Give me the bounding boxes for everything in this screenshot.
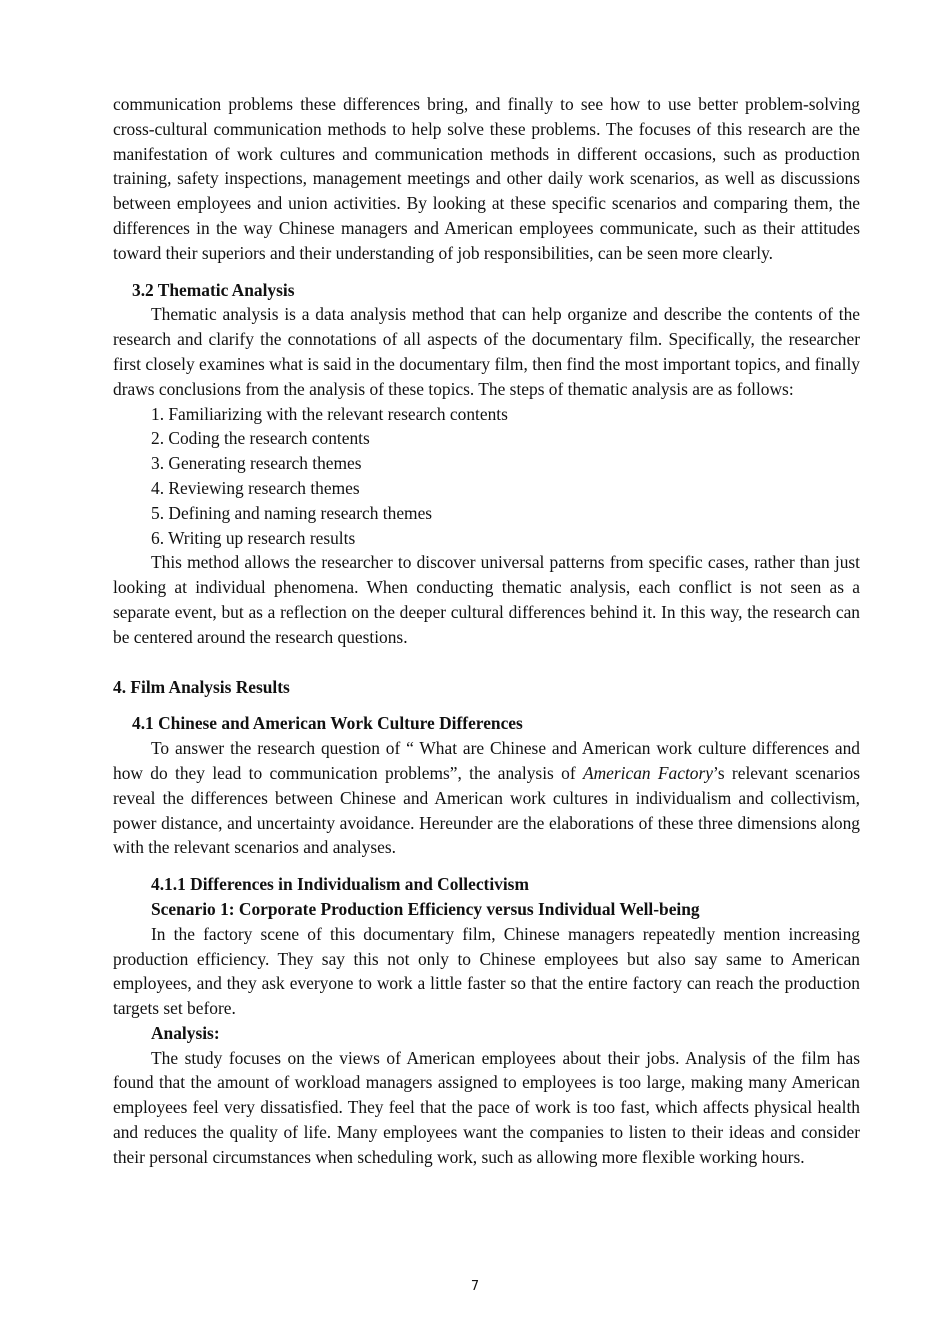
- section-3-2-heading: 3.2 Thematic Analysis: [132, 279, 295, 300]
- section-4-1-1-heading: 4.1.1 Differences in Individualism and Collectivism: [151, 874, 529, 895]
- section-4-1-paragraph: [113, 736, 860, 860]
- list-item: 3. Generating research themes: [151, 453, 362, 474]
- scenario-1-heading: Scenario 1: Corporate Production Efficiency versus Individual Well-being: [151, 898, 700, 919]
- list-item: 4. Reviewing research themes: [151, 477, 360, 498]
- analysis-paragraph: The study focuses on the views of American employees about their jobs. Analysis of the film has found that the amount of workload managers assigned to employees is too large, making many American employees feel very dissatisfied. They feel that the pace of work is too fast, which affects physical health and reduces the quality of life. Many employees want the companies to listen to their ideas and consider their personal circumstances when scheduling work, such as allowing more flexible working hours.: [113, 1047, 860, 1167]
- section-4-1-text-end: ’s relevant scenarios reveal the differences between Chinese and American work cultures in individualism and collectivism, power distance, and uncertainty avoidance. Hereunder are the elaborations of these three dimensions along with the relevant scenarios and analyses.: [113, 762, 860, 858]
- section-4-1-heading: 4.1 Chinese and American Work Culture Differences: [132, 713, 523, 734]
- section-4-heading: 4. Film Analysis Results: [113, 676, 290, 697]
- section-3-2-closing-paragraph: This method allows the researcher to discover universal patterns from specific cases, rather than just looking at individual phenomena. When conducting thematic analysis, each conflict is not seen as a separate event, but as a reflection on the deeper cultural differences behind it. In this way, the research can be centered around the research questions.: [113, 552, 860, 647]
- list-item: 1. Familiarizing with the relevant research contents: [151, 403, 508, 424]
- scenario-1-paragraph: In the factory scene of this documentary film, Chinese managers repeatedly mention increasing production efficiency. They say this not only to Chinese employees but also say same to American employees, and they ask everyone to work a little faster so that the entire factory can reach the production targets set before.: [113, 923, 860, 1019]
- list-item: 6. Writing up research results: [151, 527, 356, 548]
- document-page: [113, 92, 860, 1170]
- intro-paragraph: communication problems these differences bring, and finally to see how to use better problem-solving cross-cultural communication methods to help solve these problems. The focuses of this research are the manifestation of work cultures and communication methods in different occasions, such as production training, safety inspections, management meetings and other daily work scenarios, as well as discussions between employees and union activities. By looking at these specific scenarios and comparing them, the differences in the way Chinese managers and American employees communicate, such as their attitudes toward their superiors and their understanding of job responsibilities, can be seen more clearly.: [113, 94, 860, 263]
- analysis-heading: Analysis:: [151, 1022, 220, 1043]
- film-title: American Factory: [582, 762, 713, 783]
- list-item: 2. Coding the research contents: [151, 428, 370, 449]
- section-4-1-text-start: To answer the research question of “ What are Chinese and American work culture differences and how do they lead to communication problems”, the analysis of: [113, 738, 860, 783]
- list-item: 5. Defining and naming research themes: [151, 502, 433, 523]
- page-number: 7: [470, 1279, 480, 1294]
- thematic-steps-list: [113, 402, 860, 551]
- section-3-2-paragraph: Thematic analysis is a data analysis method that can help organize and describe the contents of the research and clarify the connotations of all aspects of the documentary film. Specifically, the researcher first closely examines what is said in the documentary film, then find the most important topics, and finally draws conclusions from the analysis of these topics. The steps of thematic analysis are as follows:: [113, 304, 860, 399]
